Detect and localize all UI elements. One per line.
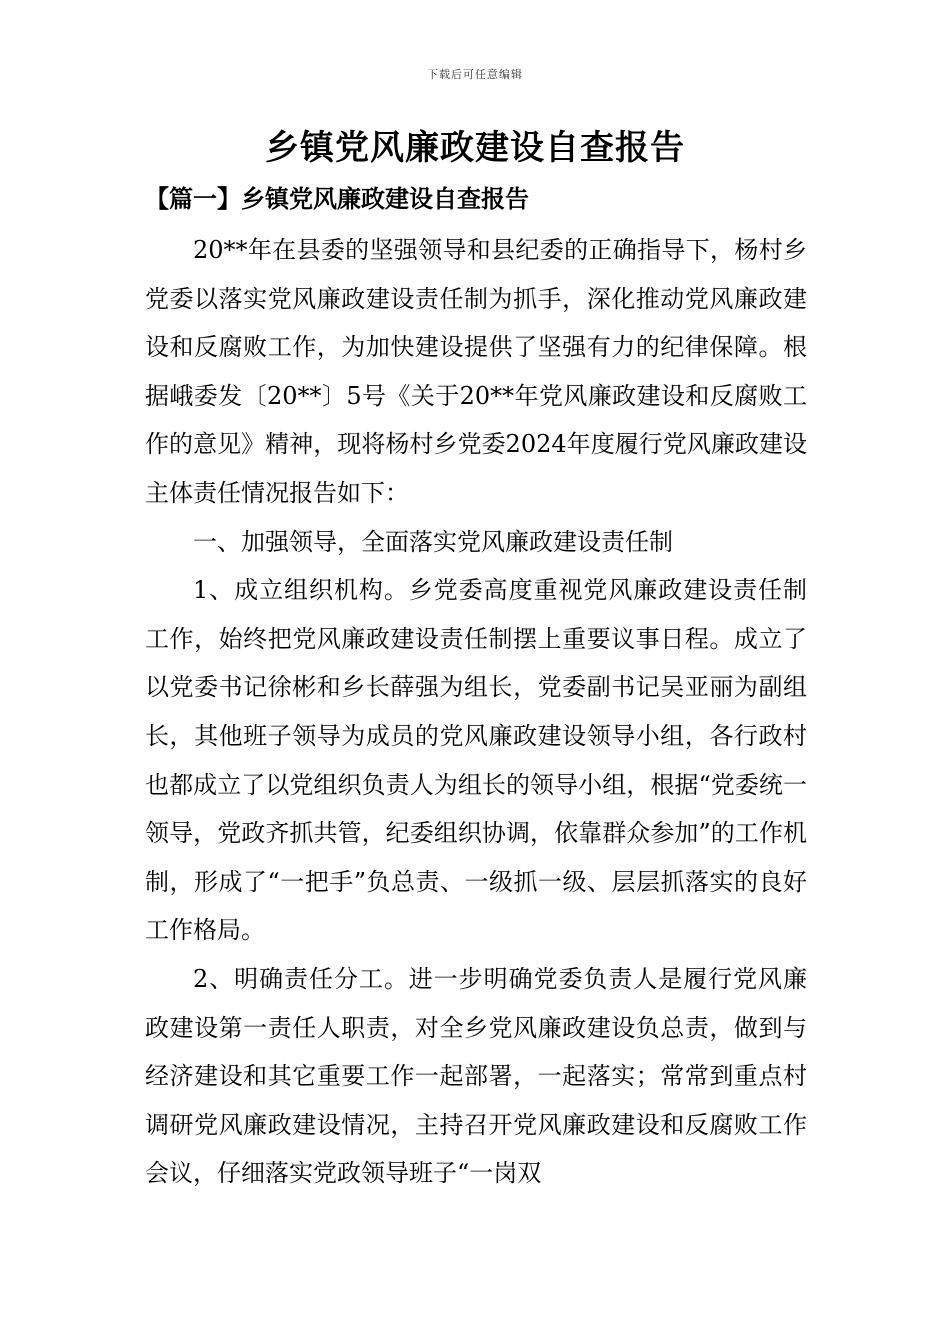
paragraph-heading-one: 一、加强领导，全面落实党风廉政建设责任制 [193, 527, 673, 556]
paragraph-item-one: 1、成立组织机构。乡党委高度重视党风廉政建设责任制工作，始终把党风廉政建设责任制摆上重要议事日程。成立了以党委书记徐彬和乡长薛强为组长，党委副书记吴亚丽为副组长，其他班子领导为成员的党风廉政建设领导小组，各行政村也都成立了以党组织负责人为组长的领导小组，根据“党委统一领导，党政齐抓共管，纪委组织协调，依靠群众参加”的工作机制，形成了“一把手”负总责、一级抓一级、层层抓落实的良好工作格局。 [145, 576, 807, 945]
page-header-note: 下载后可任意编辑 [427, 68, 523, 81]
document-body [145, 226, 807, 1198]
paragraph-intro: 20**年在县委的坚强领导和县纪委的正确指导下，杨村乡党委以落实党风廉政建设责任制为抓手，深化推动党风廉政建设和反腐败工作，为加快建设提供了坚强有力的纪律保障。根据峨委发〔20**〕5号《关于20**年党风廉政建设和反腐败工作的意见》精神，现将杨村乡党委2024年度履行党风廉政建设主体责任情况报告如下： [145, 236, 807, 507]
paragraph-item-two: 2、明确责任分工。进一步明确党委负责人是履行党风廉政建设第一责任人职责，对全乡党风廉政建设负总责，做到与经济建设和其它重要工作一起部署，一起落实；常常到重点村调研党风廉政建设情况，主持召开党风廉政建设和反腐败工作会议，仔细落实党政领导班子“一岗双 [145, 964, 807, 1188]
section-heading: 【篇一】乡镇党风廉政建设自查报告 [145, 184, 529, 213]
document-title: 乡镇党风廉政建设自查报告 [265, 128, 685, 168]
